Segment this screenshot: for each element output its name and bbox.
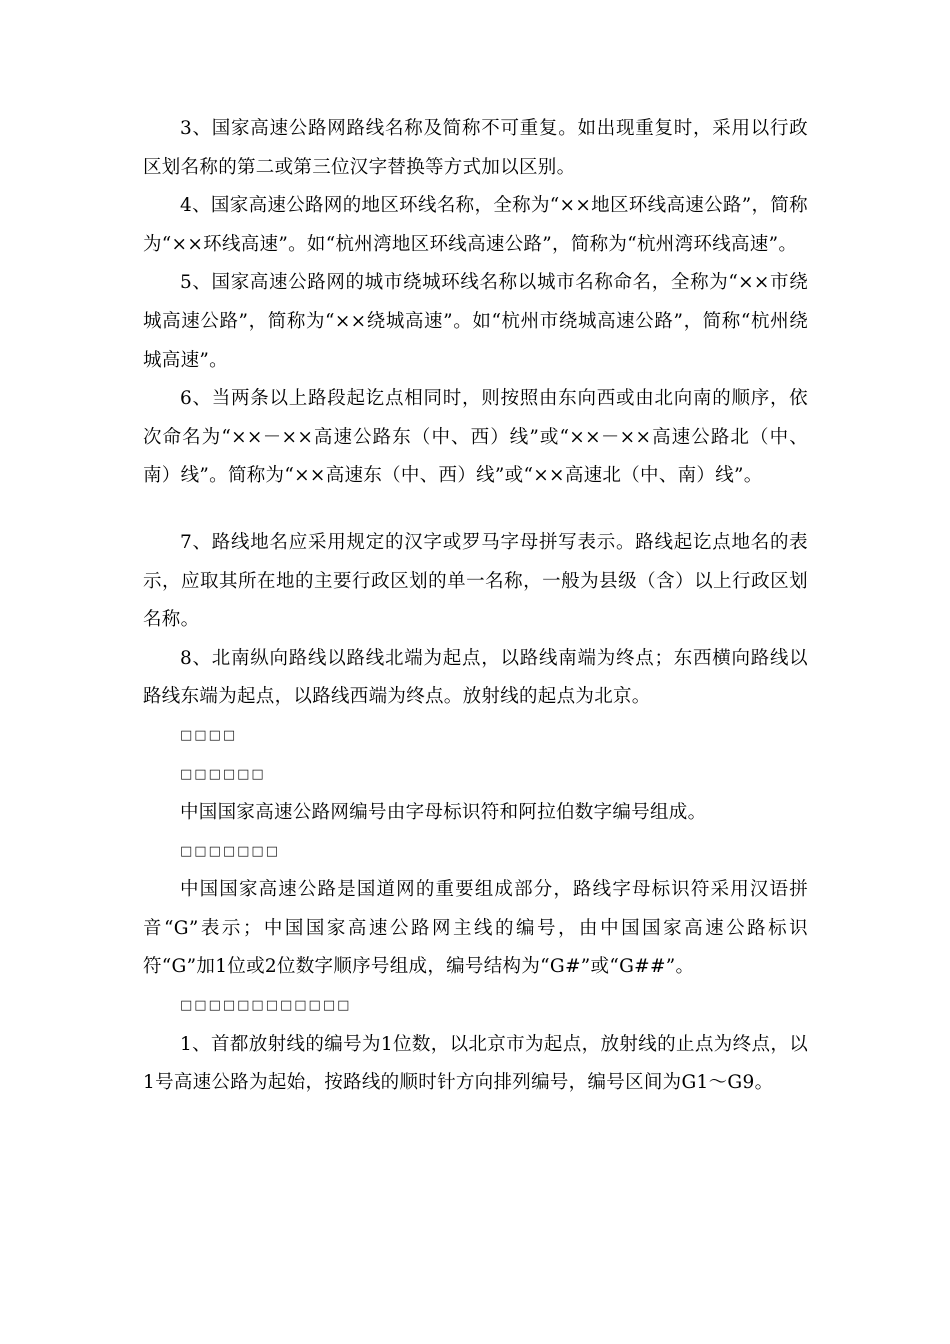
paragraph-rule-6: 6、当两条以上路段起讫点相同时，则按照由东向西或由北向南的顺序，依次命名为“××－××高速公路东（中、西）线”或“××－××高速公路北（中、南）线”。简称为“××高速东（中、西）线”或“××高速北（中、南）线”。: [143, 388, 808, 487]
paragraph-rule-8: 8、北南纵向路线以路线北端为起点，以路线南端为终点；东西横向路线以路线东端为起点，以路线西端为终点。放射线的起点为北京。: [143, 647, 808, 708]
section-heading-3: □□□□□□□: [180, 843, 280, 859]
paragraph-rule-5: 5、国家高速公路网的城市绕城环线名称以城市名称命名，全称为“××市绕城高速公路”，简称为“××绕城高速”。如“杭州市绕城高速公路”，简称“杭州绕城高速”。: [143, 272, 808, 371]
section-heading-2: □□□□□□: [180, 766, 266, 782]
section-heading-4: □□□□□□□□□□□□: [180, 998, 352, 1014]
paragraph-rule-7: 7、路线地名应采用规定的汉字或罗马字母拼写表示。路线起讫点地名的表示，应取其所在地的主要行政区划的单一名称，一般为县级（含）以上行政区划名称。: [143, 531, 808, 631]
paragraph-numbering-intro: 中国国家高速公路网编号由字母标识符和阿拉伯数字编号组成。: [180, 802, 707, 824]
paragraph-rule-3: 3、国家高速公路网路线名称及简称不可重复。如出现重复时，采用以行政区划名称的第二或第三位汉字替换等方式加以区别。: [143, 118, 808, 178]
paragraph-rule-4: 4、国家高速公路网的地区环线名称，全称为“××地区环线高速公路”，简称为“××环线高速”。如“杭州湾地区环线高速公路”，简称为“杭州湾环线高速”。: [143, 195, 808, 255]
document-page: [143, 110, 808, 1103]
paragraph-radial-numbering: 1、首都放射线的编号为1位数，以北京市为起点，放射线的止点为终点，以1号高速公路为起始，按路线的顺时针方向排列编号，编号区间为G1～G9。: [143, 1033, 808, 1094]
section-heading-1: □□□□: [180, 727, 238, 743]
paragraph-identifier-g: 中国国家高速公路是国道网的重要组成部分，路线字母标识符采用汉语拼音“G”表示；中国国家高速公路网主线的编号，由中国国家高速公路标识符“G”加1位或2位数字顺序号组成，编号结构为“G#”或“G##”。: [143, 879, 808, 978]
paragraph-gap: [143, 496, 808, 524]
